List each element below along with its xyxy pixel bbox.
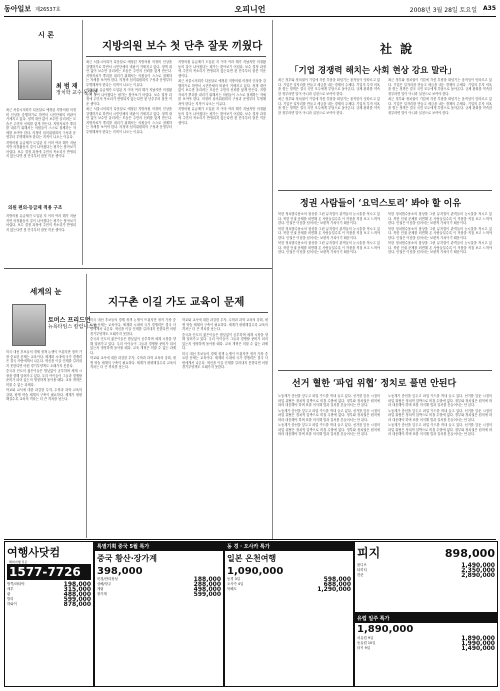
body-paragraph: 최근 정부와 정치권이 기업에 각종 부담을 떠넘기는 움직임이 잇따르고 있다. 기업은 일자리를 만들고 세금을 내는 경제의 주체다. 기업의 투자 의욕을 꺾는 정책은 결국 국민 모두에게 부담으로 돌아온다. 규제 완화를 약속한 정부라면 말이 아니라 실천으로 보여야 한다. (278, 97, 380, 115)
editorial-body-2a (278, 212, 380, 350)
ad-row: 터키 9일 1,490,000 (357, 645, 495, 652)
body-paragraph: 최근 서울시의회가 다음달로 예정된 지방의원 의정비 인상을 강행하기로 하면서 시민단체의 비판이 거세지고 있다. 정책 대안 없이 보수만 올리려는 모습은 주민의 신뢰를 잃게 만든다. 지방자치가 뿌리를 내리기 위해서는 의원들이 스스로 절제하는 자세를 보여야 한다. 의정비 심의위원회의 구성과 운영부터 투명해져야 한다는 지적이 나오는 이유다. (6, 108, 76, 139)
section-title: 오피니언 (234, 4, 266, 14)
body-paragraph: 중국과 인도의 젊은이들은 밤낮없이 공부하며 세계 시장을 향해 달려가고 있다. 우리 아이들이 그들과 경쟁할 준비가 되어 있는지 냉정하게 돌아볼 때다. 교육 개혁은 미룰 수 없는 과제다. (90, 337, 176, 355)
body-paragraph: 미국 대선 후보들의 경제 정책 논쟁이 뜨겁지만 정작 가장 중요한 문제는 교육이다. 세계화 시대에 국가 경쟁력은 결국 사람에게서 나온다. 혁신을 이끌 인재를 길러내지 못한다면 어떤 경기부양책도 오래가지 못한다. (90, 318, 176, 336)
ad-price: 398,000 (97, 566, 143, 577)
body-paragraph: 최근 정부와 정치권이 기업에 각종 부담을 떠넘기는 움직임이 잇따르고 있다. 기업은 일자리를 만들고 세금을 내는 경제의 주체다. 기업의 투자 의욕을 꺾는 정책은 결국 국민 모두에게 부담으로 돌아온다. 규제 완화를 약속한 정부라면 말이 아니라 실천으로 보여야 한다. (388, 78, 492, 96)
page-header (4, 3, 496, 15)
ad-travel-agency[interactable] (4, 541, 94, 687)
ad-row: 세부 315,000 (7, 586, 91, 593)
header-right (410, 5, 496, 14)
body-paragraph: 최근 서울시의회가 다음달로 예정된 지방의원 의정비 인상을 강행하기로 하면서 시민단체의 비판이 거세지고 있다. 정책 대안 없이 보수만 올리려는 모습은 주민의 신뢰를 잃게 만든다. 지방자치가 뿌리를 내리기 위해서는 의원들이 스스로 절제하는 자세를 보여야 한다. 의정비 심의위원회의 구성과 운영부터 투명해져야 한다는 지적이 나오는 이유다. (178, 79, 266, 106)
body-paragraph: 지방의원 유급제가 도입된 지 이미 여러 해가 지났지만 의정활동의 질이 나아졌다는 평가는 찾아보기 어렵다. 보수 결정 과정에 주민의 목소리가 반영되지 않는다면 첫 단추부터 잘못 끼운 셈이다. (6, 214, 76, 232)
editorial-body-3b (388, 394, 492, 534)
editorial-rule-1 (278, 190, 492, 191)
ad-row: 괌 488,000 (7, 591, 91, 598)
ad-price: 898,000 (444, 547, 495, 560)
ad-row: 동유럽 10일 1,990,000 (357, 640, 495, 647)
ad-list (5, 582, 93, 607)
editorial-headline-2: 정권 사람들이 ‘요덕스토리’ 봐야 할 이유 (300, 199, 462, 209)
body-paragraph: 북한 정치범수용소의 참상을 그린 뮤지컬이 관객들의 눈시울을 적시고 있다. 북한 인권 문제를 외면해 온 사람들일수록 이 작품을 직접 보고 느껴야 한다. 인권은 이념을 넘어서는 보편적 가치이기 때문이다. (388, 212, 492, 225)
paper-logo: 동아일보 (4, 5, 32, 13)
headline-rule (86, 56, 266, 57)
editorial-rule-2 (278, 370, 492, 371)
author-photo (18, 60, 52, 100)
world-headline: 지구촌 이길 가도 교육이 문제 (108, 296, 245, 308)
column-subhead: 의원 편의·등급제 적용 구조 (8, 206, 63, 211)
editorial-headline-3: 선거 혈한 ‘파업 위협’ 정치로 풀면 안된다 (292, 379, 457, 389)
ad-row: 북해도 1,290,000 (227, 586, 351, 593)
body-paragraph: 최근 정부와 정치권이 기업에 각종 부담을 떠넘기는 움직임이 잇따르고 있다. 기업은 일자리를 만들고 세금을 내는 경제의 주체다. 기업의 투자 의욕을 꺾는 정책은 결국 국민 모두에게 부담으로 돌아온다. 규제 완화를 약속한 정부라면 말이 아니라 실천으로 보여야 한다. (388, 97, 492, 115)
body-paragraph: 노동계가 총선을 앞두고 파업 카드를 꺼내 들고 있다. 선거를 앞둔 시점의 파업 위협은 정치적 압박으로 비칠 수밖에 없다. 정부와 정치권은 원칙에 따라 대응해야 하며 표를 의식해 법과 질서를 흔들어서는 안 된다. (388, 408, 492, 422)
editorial-label: 社 說 (380, 42, 415, 56)
body-paragraph: 지방의원 유급제가 도입된 지 이미 여러 해가 지났지만 의정활동의 질이 나아졌다는 평가는 찾아보기 어렵다. 보수 결정 과정에 주민의 목소리가 반영되지 않는다면 첫 단추부터 잘못 끼운 셈이다. (6, 140, 76, 158)
editorial-body-2b (388, 212, 492, 350)
issue-number: 제26537호 (35, 6, 61, 13)
body-paragraph: 노동계가 총선을 앞두고 파업 카드를 꺼내 들고 있다. 선거를 앞둔 시점의 파업 위협은 정치적 압박으로 비칠 수밖에 없다. 정부와 정치권은 원칙에 따라 대응해야 하며 표를 의식해 법과 질서를 흔들어서는 안 된다. (388, 423, 492, 436)
ad-row: 칸쿤 2,890,000 (357, 572, 495, 579)
column-body-right (178, 60, 266, 260)
body-paragraph: 북한 정치범수용소의 참상을 그린 뮤지컬이 관객들의 눈시울을 적시고 있다. 북한 인권 문제를 외면해 온 사람들일수록 이 작품을 직접 보고 느껴야 한다. 인권은 이념을 넘어서는 보편적 가치이기 때문이다. (278, 241, 380, 254)
body-paragraph: 학교와 교사에 대한 과감한 투자, 수학과 과학 교육의 강화, 평생 학습 체계의 구축이 필요하다. 세계가 평평해질수록 교육의 격차는 더 큰 격차를 낳는다. (90, 356, 176, 369)
ad-china-tour[interactable] (94, 541, 224, 687)
page-number: A35 (483, 4, 496, 12)
ad-phone: 1577-7726 (7, 564, 91, 580)
page-date: 2008년 3월 28일 토요일 (409, 6, 477, 14)
ad-header (355, 542, 497, 563)
author-title: 정치학 교수·동양연 (56, 90, 98, 96)
body-paragraph: 노동계가 총선을 앞두고 파업 카드를 꺼내 들고 있다. 선거를 앞둔 시점의 파업 위협은 정치적 압박으로 비칠 수밖에 없다. 정부와 정치권은 원칙에 따라 대응해야 하며 표를 의식해 법과 질서를 흔들어서는 안 된다. (388, 394, 492, 407)
body-paragraph: 북한 정치범수용소의 참상을 그린 뮤지컬이 관객들의 눈시울을 적시고 있다. 북한 인권 문제를 외면해 온 사람들일수록 이 작품을 직접 보고 느껴야 한다. 인권은 이념을 넘어서는 보편적 가치이기 때문이다. (388, 226, 492, 240)
ad-row: 계림 498,000 (97, 586, 221, 593)
body-paragraph: 미국 대선 후보들의 경제 정책 논쟁이 뜨겁지만 정작 가장 중요한 문제는 교육이다. 세계화 시대에 국가 경쟁력은 결국 사람에게서 나온다. 혁신을 이끌 인재를 길러내지 못한다면 어떤 경기부양책도 오래가지 못한다. (6, 350, 82, 368)
header-rule (4, 16, 496, 17)
body-paragraph: 북한 정치범수용소의 참상을 그린 뮤지컬이 관객들의 눈시울을 적시고 있다. 북한 인권 문제를 외면해 온 사람들일수록 이 작품을 직접 보고 느껴야 한다. 인권은 이념을 넘어서는 보편적 가치이기 때문이다. (278, 212, 380, 225)
ad-band: 유럽 일주 특가 (355, 614, 497, 623)
ad-band: 특별기획 중국 5월 특가 (95, 542, 223, 551)
body-paragraph: 지방의원 유급제가 도입된 지 이미 여러 해가 지났지만 의정활동의 질이 나아졌다는 평가는 찾아보기 어렵다. 보수 결정 과정에 주민의 목소리가 반영되지 않는다면 첫 단추부터 잘못 끼운 셈이다. (178, 107, 266, 125)
body-paragraph: 최근 서울시의회가 다음달로 예정된 지방의원 의정비 인상을 강행하기로 하면서 시민단체의 비판이 거세지고 있다. 정책 대안 없이 보수만 올리려는 모습은 주민의 신뢰를 잃게 만든다. 지방자치가 뿌리를 내리기 위해서는 의원들이 스스로 절제하는 자세를 보여야 한다. 의정비 심의위원회의 구성과 운영부터 투명해져야 한다는 지적이 나오는 이유다. (86, 107, 172, 134)
ad-price: 1,090,000 (227, 566, 284, 577)
body-paragraph: 북한 정치범수용소의 참상을 그린 뮤지컬이 관객들의 눈시울을 적시고 있다. 북한 인권 문제를 외면해 온 사람들일수록 이 작품을 직접 보고 느껴야 한다. 인권은 이념을 넘어서는 보편적 가치이기 때문이다. (278, 226, 380, 240)
section-rule (4, 268, 272, 269)
body-paragraph: 노동계가 총선을 앞두고 파업 카드를 꺼내 들고 있다. 선거를 앞둔 시점의 파업 위협은 정치적 압박으로 비칠 수밖에 없다. 정부와 정치권은 원칙에 따라 대응해야 하며 표를 의식해 법과 질서를 흔들어서는 안 된다. (278, 394, 380, 407)
editorial-divider (272, 20, 273, 540)
ad-price: 1,890,000 (357, 624, 414, 635)
body-paragraph: 학교와 교사에 대한 과감한 투자, 수학과 과학 교육의 강화, 평생 학습 체계의 구축이 필요하다. 세계가 평평해질수록 교육의 격차는 더 큰 격차를 낳는다. (6, 388, 82, 401)
column-body-mid (86, 60, 172, 260)
body-paragraph: 미국 대선 후보들의 경제 정책 논쟁이 뜨겁지만 정작 가장 중요한 문제는 교육이다. 세계화 시대에 국가 경쟁력은 결국 사람에게서 나온다. 혁신을 이끌 인재를 길러내지 못한다면 어떤 경기부양책도 오래가지 못한다. (182, 351, 268, 369)
body-paragraph: 노동계가 총선을 앞두고 파업 카드를 꺼내 들고 있다. 선거를 앞둔 시점의 파업 위협은 정치적 압박으로 비칠 수밖에 없다. 정부와 정치권은 원칙에 따라 대응해야 하며 표를 의식해 법과 질서를 흔들어서는 안 된다. (278, 408, 380, 422)
ad-row: 상해/항주 288,000 (97, 581, 221, 588)
author-name: 최 범 재 (56, 83, 78, 90)
column-body-left-2 (6, 214, 76, 254)
world-divider (86, 274, 87, 538)
body-paragraph: 중국과 인도의 젊은이들은 밤낮없이 공부하며 세계 시장을 향해 달려가고 있다. 우리 아이들이 그들과 경쟁할 준비가 되어 있는지 냉정하게 돌아볼 때다. 교육 개혁은 미룰 수 없는 과제다. (182, 332, 268, 350)
ad-brand: 피지 (357, 546, 381, 560)
world-body-right (182, 318, 268, 536)
body-paragraph: 노동계가 총선을 앞두고 파업 카드를 꺼내 들고 있다. 선거를 앞둔 시점의 파업 위협은 정치적 압박으로 비칠 수밖에 없다. 정부와 정치권은 원칙에 따라 대응해야 하며 표를 의식해 법과 질서를 흔들어서는 안 된다. (278, 423, 380, 436)
ad-rule (4, 539, 496, 540)
ad-japan-tour[interactable] (224, 541, 354, 687)
ad-fiji[interactable] (354, 541, 498, 613)
ad-row: 동경 3일 598,000 (227, 576, 351, 583)
editorial-body-3a (278, 394, 380, 534)
editorial-body-1b (388, 78, 492, 186)
ad-row: 북경/만리장성 188,000 (97, 576, 221, 583)
body-paragraph: 지방의원 유급제가 도입된 지 이미 여러 해가 지났지만 의정활동의 질이 나아졌다는 평가는 찾아보기 어렵다. 보수 결정 과정에 주민의 목소리가 반영되지 않는다면 첫 단추부터 잘못 끼운 셈이다. (178, 60, 266, 78)
column-headline: 지방의원 보수 첫 단추 잘못 끼웠다 (102, 40, 263, 52)
ad-row: 타히티 2,350,000 (357, 567, 495, 574)
ad-row: 몰디브 1,490,000 (357, 562, 495, 569)
body-paragraph: 북한 정치범수용소의 참상을 그린 뮤지컬이 관객들의 눈시울을 적시고 있다. 북한 인권 문제를 외면해 온 사람들일수록 이 작품을 직접 보고 느껴야 한다. 인권은 이념을 넘어서는 보편적 가치이기 때문이다. (388, 241, 492, 254)
body-paragraph: 지방의원 유급제가 도입된 지 이미 여러 해가 지났지만 의정활동의 질이 나아졌다는 평가는 찾아보기 어렵다. 보수 결정 과정에 주민의 목소리가 반영되지 않는다면 첫 단추부터 잘못 끼운 셈이다. (86, 88, 172, 106)
world-view-title: 세계의 눈 (30, 287, 62, 296)
advertisement-area (4, 541, 496, 687)
ad-row: 하와이 878,000 (7, 601, 91, 608)
ad-title: 일본 온천여행 (227, 554, 277, 563)
body-paragraph: 최근 정부와 정치권이 기업에 각종 부담을 떠넘기는 움직임이 잇따르고 있다. 기업은 일자리를 만들고 세금을 내는 경제의 주체다. 기업의 투자 의욕을 꺾는 정책은 결국 국민 모두에게 부담으로 돌아온다. 규제 완화를 약속한 정부라면 말이 아니라 실천으로 보여야 한다. (278, 78, 380, 96)
world-headline-rule (90, 312, 268, 313)
ad-row: 방콕/파타야 198,000 (7, 581, 91, 588)
world-body-left (6, 350, 82, 536)
ad-tagline: 해외여행 전문 (9, 560, 28, 564)
columnist-name: 토머스 프리드먼 (48, 317, 91, 324)
ad-band: 동 경 · 오사카 특가 (225, 542, 353, 551)
ad-brand: 여행사닷컴 (7, 546, 61, 559)
ad-row: 발리 599,000 (7, 596, 91, 603)
world-body-mid (90, 318, 176, 536)
ad-header (5, 542, 93, 582)
column-body-left (6, 108, 76, 196)
columnist-photo (12, 304, 46, 346)
ad-row: 오사카 4일 688,000 (227, 581, 351, 588)
editorial-headline-1: 「기업 경쟁력 해치는 사회 현상 강요 말라」 (290, 66, 457, 76)
column-title: 시 론 (38, 31, 54, 39)
column-divider (82, 20, 83, 265)
body-paragraph: 최근 서울시의회가 다음달로 예정된 지방의원 의정비 인상을 강행하기로 하면서 시민단체의 비판이 거세지고 있다. 정책 대안 없이 보수만 올리려는 모습은 주민의 신뢰를 잃게 만든다. 지방자치가 뿌리를 내리기 위해서는 의원들이 스스로 절제하는 자세를 보여야 한다. 의정비 심의위원회의 구성과 운영부터 투명해져야 한다는 지적이 나오는 이유다. (86, 60, 172, 87)
ad-row: 장가계 599,000 (97, 591, 221, 598)
ad-row: 서유럽 9일 1,890,000 (357, 635, 495, 642)
ad-title: 중국 황산·장가계 (97, 554, 157, 563)
body-paragraph: 중국과 인도의 젊은이들은 밤낮없이 공부하며 세계 시장을 향해 달려가고 있다. 우리 아이들이 그들과 경쟁할 준비가 되어 있는지 냉정하게 돌아볼 때다. 교육 개혁은 미룰 수 없는 과제다. (6, 369, 82, 387)
columnist-title: 뉴욕타임스 칼럼니스트 (48, 324, 98, 330)
editorial-body-1a (278, 78, 380, 186)
ad-europe[interactable] (354, 613, 498, 687)
body-paragraph: 학교와 교사에 대한 과감한 투자, 수학과 과학 교육의 강화, 평생 학습 체계의 구축이 필요하다. 세계가 평평해질수록 교육의 격차는 더 큰 격차를 낳는다. (182, 318, 268, 331)
